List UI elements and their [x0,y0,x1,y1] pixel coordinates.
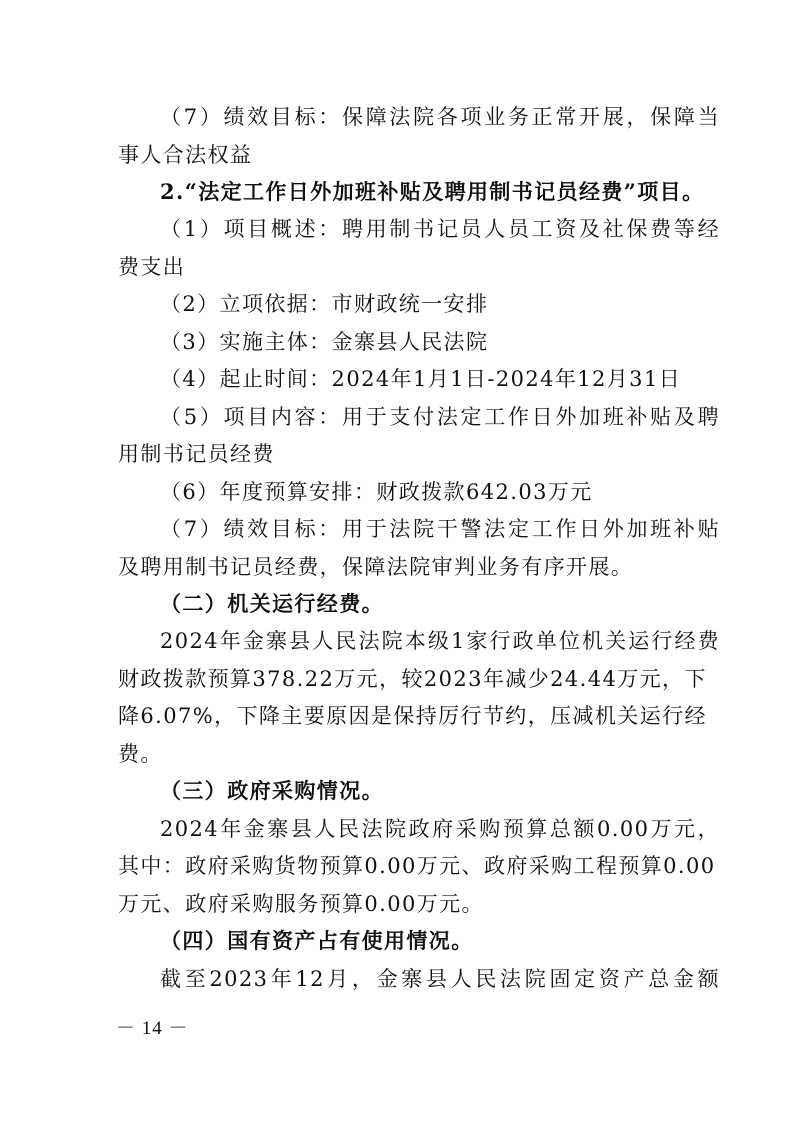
goal-7-line-1: （7）绩效目标：保障法院各项业务正常开展，保障当 [160,105,720,129]
procurement-line-3: 万元、政府采购服务预算0.00万元。 [118,892,484,916]
assets-line-1: 截至2023年12月，金寨县人民法院固定资产总金额 [160,967,720,991]
overview-line-2: 费支出 [118,255,186,279]
section-4-heading: （四）国有资产占有使用情况。 [160,928,474,953]
page-number: － 14 － [116,1018,189,1039]
operating-cost-line-3: 降6.07%，下降主要原因是保持厉行节约，压减机关运行经 [118,704,707,728]
goal-7-line-2: 事人合法权益 [118,143,253,167]
procurement-line-2: 其中：政府采购货物预算0.00万元、政府采购工程预算0.00 [118,854,716,878]
goal-7b-line-2: 及聘用制书记员经费，保障法院审判业务有序开展。 [118,555,634,579]
basis-line: （2）立项依据：市财政统一安排 [160,292,489,316]
budget-line: （6）年度预算安排：财政拨款642.03万元 [160,480,593,504]
content-line-1: （5）项目内容：用于支付法定工作日外加班补贴及聘 [160,405,720,429]
goal-7b-line-1: （7）绩效目标：用于法院干警法定工作日外加班补贴 [160,517,720,541]
operating-cost-line-4: 费。 [118,742,163,766]
implementer-line: （3）实施主体：金寨县人民法院 [160,330,489,354]
section-2-heading: （二）机关运行经费。 [160,591,384,616]
period-line: （4）起止时间：2024年1月1日-2024年12月31日 [160,367,682,391]
section-3-heading: （三）政府采购情况。 [160,778,384,803]
operating-cost-line-1: 2024年金寨县人民法院本级1家行政单位机关运行经费 [160,629,720,653]
project-2-heading: 2.“法定工作日外加班补贴及聘用制书记员经费”项目。 [160,179,705,204]
content-line-2: 用制书记员经费 [118,442,275,466]
overview-line-1: （1）项目概述：聘用制书记员人员工资及社保费等经 [160,217,720,241]
operating-cost-line-2: 财政拨款预算378.22万元，较2023年减少24.44万元，下 [118,667,707,691]
procurement-line-1: 2024年金寨县人民法院政府采购预算总额0.00万元， [160,817,720,841]
